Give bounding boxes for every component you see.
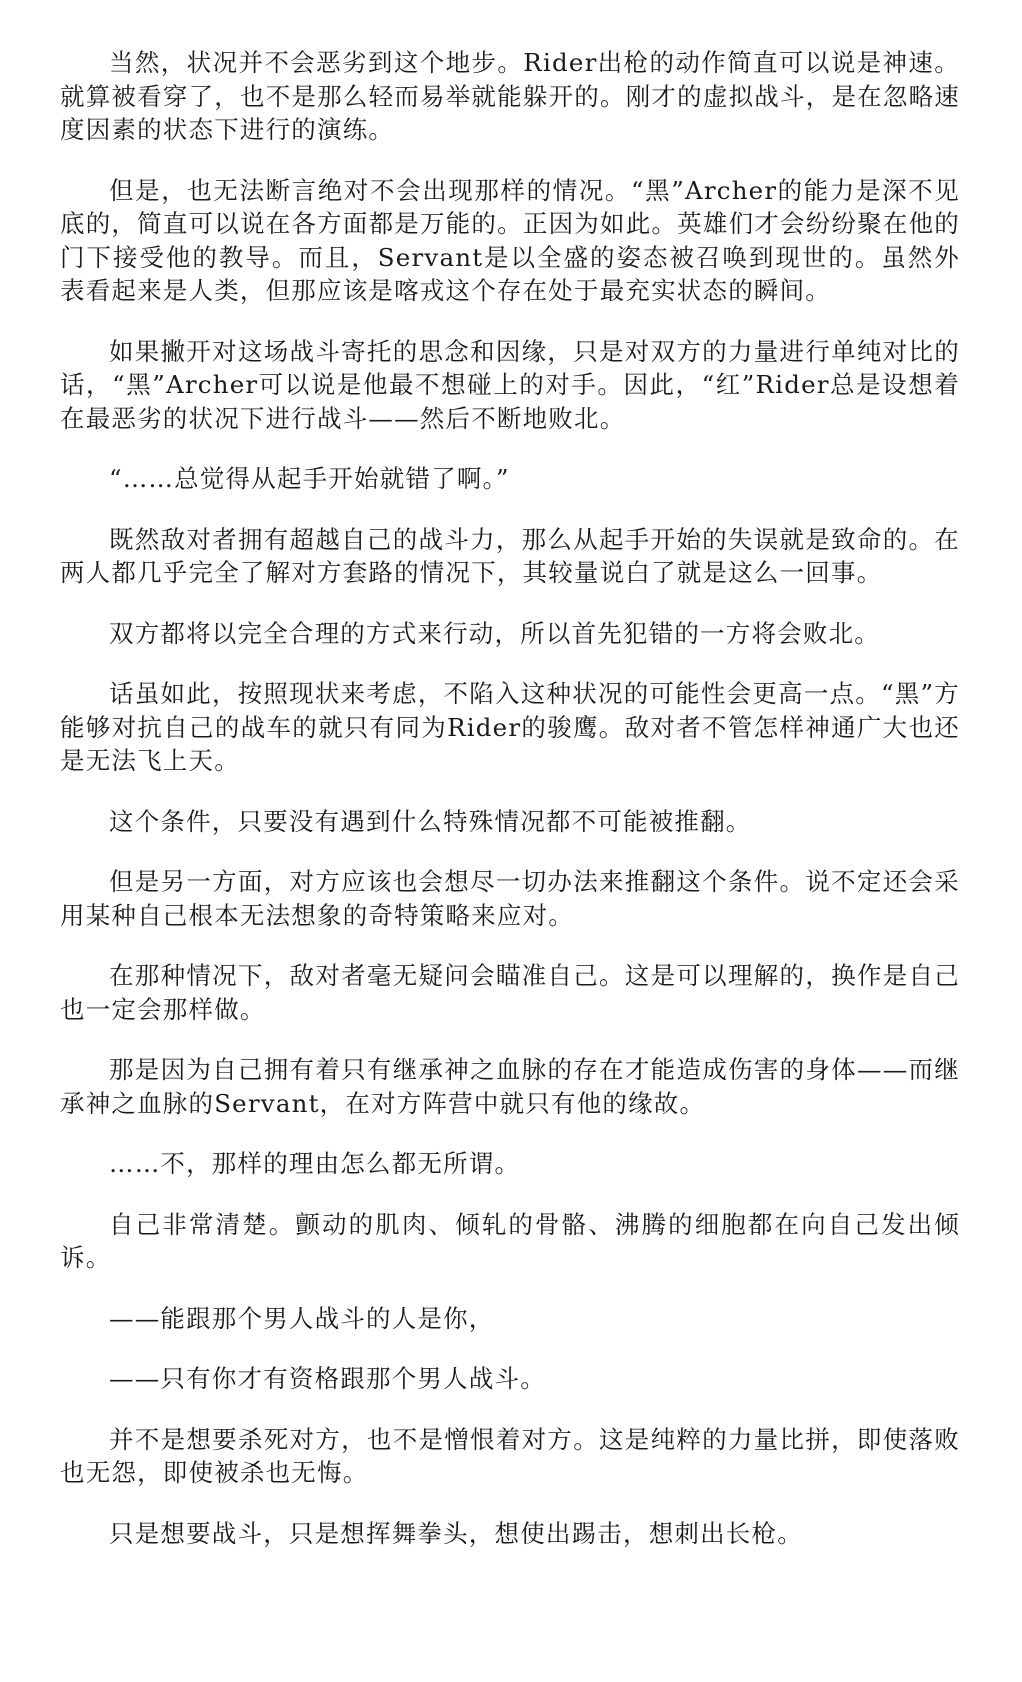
paragraph: 既然敌对者拥有超越自己的战斗力，那么从起手开始的失误就是致命的。在两人都几乎完全了解对方套路的情况下，其较量说白了就是这么一回事。 xyxy=(60,524,960,587)
paragraph: 当然，状况并不会恶劣到这个地步。Rider出枪的动作简直可以说是神速。就算被看穿了，也不是那么轻而易举就能躲开的。刚才的虚拟战斗，是在忽略速度因素的状态下进行的演练。 xyxy=(60,48,960,144)
paragraph: 自己非常清楚。颤动的肌肉、倾轧的骨骼、沸腾的细胞都在向自己发出倾诉。 xyxy=(60,1209,960,1272)
paragraph: 但是，也无法断言绝对不会出现那样的情况。“黑”Archer的能力是深不见底的，简直可以说在各方面都是万能的。正因为如此。英雄们才会纷纷聚在他的门下接受他的教导。而且，Servant是以全盛的姿态被召唤到现世的。虽然外表看起来是人类，但那应该是喀戎这个存在处于最充实状态的瞬间。 xyxy=(60,175,960,305)
paragraph: 如果撇开对这场战斗寄托的思念和因缘，只是对双方的力量进行单纯对比的话，“黑”Archer可以说是他最不想碰上的对手。因此，“红”Rider总是设想着在最恶劣的状况下进行战斗——然后不断地败北。 xyxy=(60,336,960,433)
paragraph: 并不是想要杀死对方，也不是憎恨着对方。这是纯粹的力量比拼，即使落败也无怨，即使被杀也无悔。 xyxy=(60,1424,960,1487)
paragraph: ——只有你才有资格跟那个男人战斗。 xyxy=(109,1364,546,1393)
paragraph: “……总觉得从起手开始就错了啊。” xyxy=(109,464,510,493)
paragraph: ——能跟那个男人战斗的人是你， xyxy=(109,1303,495,1333)
paragraph: ……不，那样的理由怎么都无所谓。 xyxy=(109,1149,521,1178)
paragraph: 在那种情况下，敌对者毫无疑问会瞄准自己。这是可以理解的，换作是自己也一定会那样做。 xyxy=(60,961,960,1024)
paragraph: 只是想要战斗，只是想挥舞拳头，想使出踢击，想刺出长枪。 xyxy=(109,1518,803,1548)
paragraph: 那是因为自己拥有着只有继承神之血脉的存在才能造成伤害的身体——而继承神之血脉的Servant，在对方阵营中就只有他的缘故。 xyxy=(60,1055,960,1118)
paragraph: 但是另一方面，对方应该也会想尽一切办法来推翻这个条件。说不定还会采用某种自己根本无法想象的奇特策略来应对。 xyxy=(60,867,960,930)
paragraph: 双方都将以完全合理的方式来行动，所以首先犯错的一方将会败北。 xyxy=(109,618,880,648)
paragraph: 话虽如此，按照现状来考虑，不陷入这种状况的可能性会更高一点。“黑”方能够对抗自己的战车的就只有同为Rider的骏鹰。敌对者不管怎样神通广大也还是无法飞上天。 xyxy=(60,679,960,775)
paragraph: 这个条件，只要没有遇到什么特殊情况都不可能被推翻。 xyxy=(109,806,752,836)
